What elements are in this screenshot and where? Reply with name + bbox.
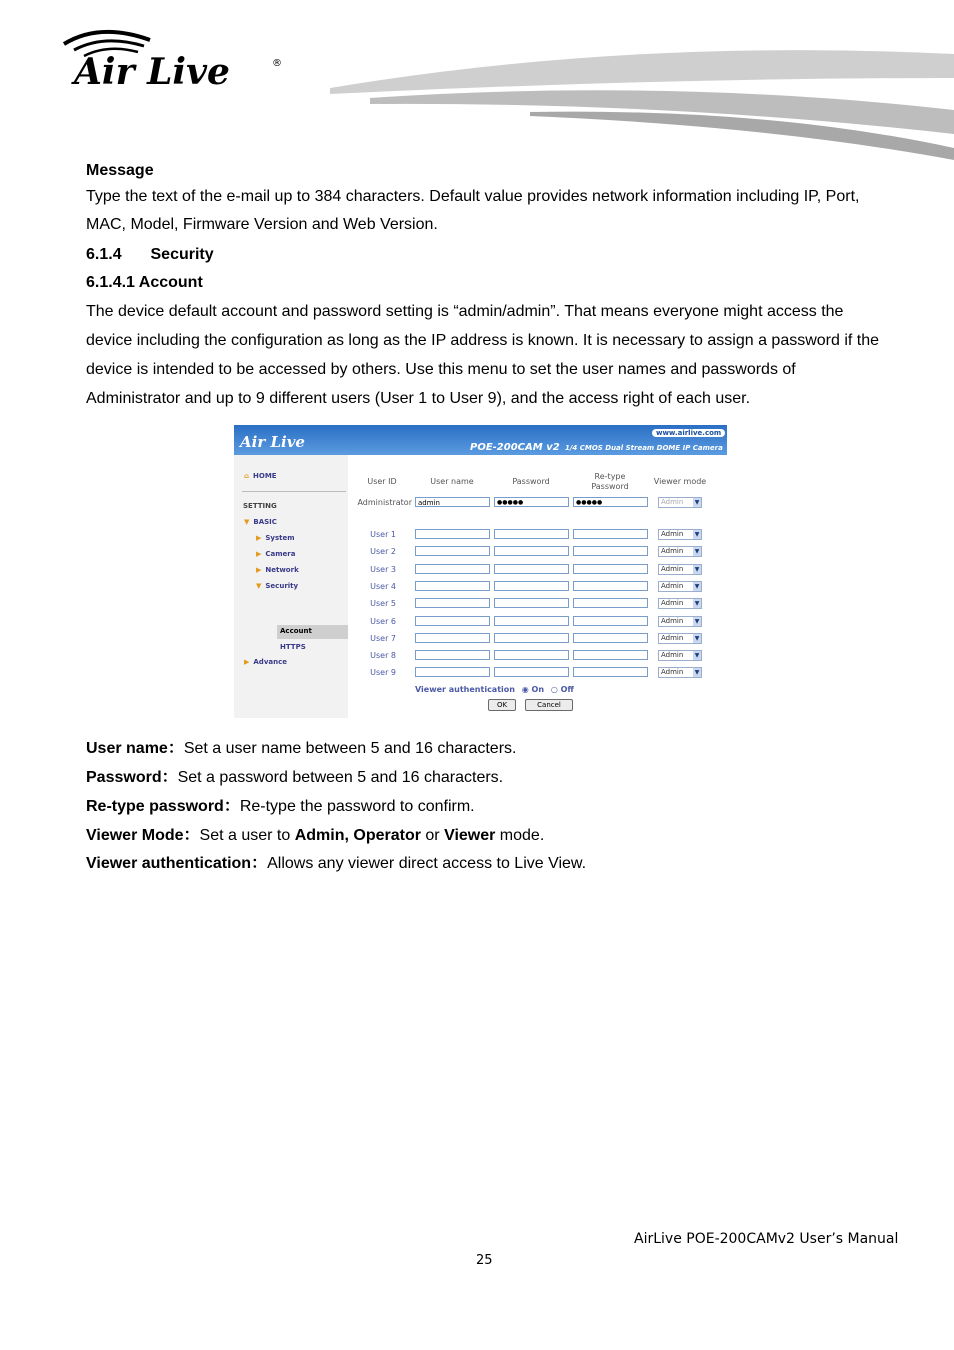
user-viewer-mode-value: Admin <box>661 530 684 538</box>
admin-viewer-mode-select <box>658 497 702 508</box>
def-retype-desc: Re-type the password to confirm. <box>239 798 475 815</box>
message-text-1: Type the text of the e-mail up to 384 characters. Default value provides network information including IP, Port, <box>86 188 860 205</box>
def-viewer-term: Viewer Mode： <box>86 827 200 844</box>
user-name-input[interactable] <box>415 529 490 539</box>
user-label: User 7 <box>370 633 396 643</box>
sidebar-camera-label: Camera <box>265 550 296 558</box>
header-swoosh <box>330 48 954 160</box>
user-label: User 9 <box>370 668 396 678</box>
user-label: User 6 <box>370 616 396 626</box>
chevron-down-icon: ▼ <box>694 600 700 608</box>
paragraph-line-2: device including the configuration as long as the IP address is known. It is necessary to assign a password if the <box>86 332 880 349</box>
user-viewer-mode-value: Admin <box>661 599 684 608</box>
triangle-right-icon: ▶ <box>256 566 262 574</box>
message-heading: Message <box>86 162 154 179</box>
triangle-right-icon: ▶ <box>256 550 262 558</box>
def-viewer-mode <box>86 822 544 845</box>
column-header-user-id: User ID <box>367 477 397 486</box>
user-viewer-mode-value: Admin <box>661 651 684 660</box>
user-viewer-mode-select[interactable] <box>658 546 702 557</box>
def-viewer-desc-b: Admin, Operator <box>294 827 421 844</box>
paragraph-line-4: Administrator and up to 9 different users (User 1 to User 9), and the access right of each user. <box>86 390 751 407</box>
sidebar-item-basic[interactable] <box>244 518 277 526</box>
sidebar-item-account[interactable]: Account <box>280 627 312 635</box>
user-label: User 4 <box>370 581 396 591</box>
column-header-password: Password <box>512 477 550 486</box>
user-label: User 5 <box>370 599 396 609</box>
user-label: User 8 <box>370 651 396 661</box>
sidebar-item-https[interactable]: HTTPS <box>280 643 306 651</box>
user-viewer-mode-value: Admin <box>661 668 684 677</box>
chevron-down-icon: ▼ <box>694 565 700 573</box>
user-viewer-mode-value: Admin <box>661 633 684 642</box>
viewer-auth-on-radio[interactable]: ◉ On <box>521 685 545 694</box>
user-viewer-mode-select[interactable] <box>658 598 702 609</box>
paragraph-line-3: device is intended to be accessed by others. Use this menu to set the user names and passwords of <box>86 361 796 378</box>
user-viewer-mode-value: Admin <box>661 547 684 556</box>
def-password-desc: Set a password between 5 and 16 characters. <box>177 769 504 786</box>
paragraph-line-1: The device default account and password setting is “admin/admin”. That means everyone might access the <box>86 303 844 320</box>
subsection-heading: 6.1.4.1 Account <box>86 274 203 291</box>
user-retype-input[interactable] <box>573 564 648 574</box>
user-name-input[interactable] <box>415 581 490 591</box>
user-label: User 3 <box>370 564 396 574</box>
column-header-retype-2: Password <box>591 482 629 491</box>
user-name-input[interactable] <box>415 546 490 556</box>
admin-username-input[interactable]: admin <box>415 497 490 507</box>
user-viewer-mode-select[interactable] <box>658 581 702 592</box>
svg-text:Air Live: Air Live <box>74 51 230 92</box>
def-auth-desc: Allows any viewer direct access to Live View. <box>267 855 587 872</box>
admin-viewer-mode-value: Admin <box>661 498 684 506</box>
user-viewer-mode-select[interactable] <box>658 650 702 661</box>
def-viewer-desc-e: mode. <box>495 827 545 844</box>
user-name-input[interactable] <box>415 616 490 626</box>
footer-manual-title: AirLive POE-200CAMv2 User’s Manual <box>634 1231 899 1247</box>
def-password <box>86 764 503 787</box>
column-header-retype-1: Re-type <box>594 472 626 481</box>
user-retype-input[interactable] <box>573 633 648 643</box>
admin-password-input[interactable]: ●●●●● <box>494 497 569 507</box>
viewer-auth-off-label: Off <box>560 685 574 694</box>
sidebar-home-label: HOME <box>253 472 277 480</box>
section-title: Security <box>150 246 214 263</box>
cancel-button[interactable]: Cancel <box>525 699 573 711</box>
user-password-input[interactable] <box>494 529 569 539</box>
user-label: User 2 <box>370 547 396 557</box>
user-password-input[interactable] <box>494 598 569 608</box>
viewer-auth-off-radio[interactable]: ○ Off <box>550 685 574 694</box>
chevron-down-icon: ▼ <box>694 669 700 677</box>
sidebar-item-network[interactable] <box>256 566 299 574</box>
chevron-down-icon: ▼ <box>694 634 700 642</box>
chevron-down-icon: ▼ <box>694 499 700 506</box>
user-retype-input[interactable] <box>573 581 648 591</box>
user-viewer-mode-value: Admin <box>661 581 684 590</box>
admin-retype-input[interactable]: ●●●●● <box>573 497 648 507</box>
sidebar-divider <box>242 491 346 492</box>
user-password-input[interactable] <box>494 616 569 626</box>
user-name-input[interactable] <box>415 650 490 660</box>
def-retype <box>86 793 475 816</box>
chevron-down-icon: ▼ <box>694 531 700 538</box>
user-password-input[interactable] <box>494 650 569 660</box>
page-number: 25 <box>476 1253 493 1268</box>
sidebar-advance-label: Advance <box>253 658 287 666</box>
user-retype-input[interactable] <box>573 546 648 556</box>
chevron-down-icon: ▼ <box>694 582 700 590</box>
def-retype-term: Re-type password： <box>86 798 240 815</box>
sidebar-system-label: System <box>265 534 295 542</box>
user-viewer-mode-select[interactable] <box>658 633 702 644</box>
user-password-input[interactable] <box>494 667 569 677</box>
screenshot-url[interactable]: www.airlive.com <box>652 429 725 437</box>
user-retype-input[interactable] <box>573 667 648 677</box>
user-name-input[interactable] <box>415 564 490 574</box>
user-password-input[interactable] <box>494 581 569 591</box>
column-header-user-name: User name <box>430 477 474 486</box>
user-label: User 1 <box>370 530 396 539</box>
triangle-right-icon: ▶ <box>244 658 250 666</box>
section-heading <box>86 246 214 264</box>
viewer-auth-row <box>415 685 574 694</box>
def-username-term: User name： <box>86 740 184 757</box>
triangle-down-icon: ▼ <box>244 518 250 526</box>
user-password-input[interactable] <box>494 633 569 643</box>
user-password-input[interactable] <box>494 546 569 556</box>
def-password-term: Password： <box>86 769 178 786</box>
admin-label: Administrator <box>357 498 412 507</box>
screenshot-logo: Air Live <box>240 433 305 451</box>
chevron-down-icon: ▼ <box>694 617 700 625</box>
user-viewer-mode-select[interactable] <box>658 667 702 678</box>
screenshot-model: POE-200CAM v2 <box>470 442 560 453</box>
triangle-down-icon: ▼ <box>256 582 262 590</box>
screenshot-sidebar <box>234 455 348 718</box>
def-username <box>86 735 516 758</box>
user-name-input[interactable] <box>415 667 490 677</box>
viewer-auth-on-label: On <box>531 685 545 694</box>
screenshot-description: 1/4 CMOS Dual Stream DOME IP Camera <box>565 444 723 452</box>
def-viewer-desc-d: Viewer <box>444 827 496 844</box>
column-header-viewer-mode: Viewer mode <box>653 477 707 486</box>
user-retype-input[interactable] <box>573 650 648 660</box>
chevron-down-icon: ▼ <box>694 548 700 556</box>
sidebar-basic-label: BASIC <box>253 518 277 526</box>
def-auth-term: Viewer authentication： <box>86 855 268 872</box>
def-username-desc: Set a user name between 5 and 16 characters. <box>183 740 517 757</box>
user-name-input[interactable] <box>415 633 490 643</box>
user-name-input[interactable] <box>415 598 490 608</box>
def-viewer-auth <box>86 850 586 873</box>
user-retype-input[interactable] <box>573 616 648 626</box>
user-viewer-mode-value: Admin <box>661 616 684 625</box>
def-viewer-desc-c: or <box>420 827 445 844</box>
sidebar-item-system[interactable] <box>256 534 295 542</box>
sidebar-item-camera[interactable] <box>256 550 295 558</box>
sidebar-setting-label: SETTING <box>243 502 277 510</box>
chevron-down-icon: ▼ <box>694 652 700 660</box>
user-password-input[interactable] <box>494 564 569 574</box>
account-page-screenshot <box>234 425 727 718</box>
screenshot-header <box>234 425 727 455</box>
user-retype-input[interactable] <box>573 529 648 539</box>
triangle-right-icon: ▶ <box>256 534 262 542</box>
message-text-2: MAC, Model, Firmware Version and Web Version. <box>86 216 438 233</box>
def-viewer-desc-a: Set a user to <box>199 827 295 844</box>
user-viewer-mode-select[interactable] <box>658 616 702 627</box>
sidebar-item-home[interactable] <box>244 472 277 480</box>
ok-button[interactable]: OK <box>488 699 516 711</box>
home-icon: ⌂ <box>244 472 250 480</box>
viewer-auth-label: Viewer authentication <box>415 685 515 694</box>
user-viewer-mode-value: Admin <box>661 564 684 573</box>
sidebar-item-advance[interactable] <box>244 658 287 666</box>
sidebar-security-label: Security <box>265 582 299 590</box>
svg-text:®: ® <box>272 58 282 69</box>
user-retype-input[interactable] <box>573 598 648 608</box>
section-number: 6.1.4 <box>86 246 122 263</box>
user-viewer-mode-select[interactable] <box>658 529 702 540</box>
user-viewer-mode-select[interactable] <box>658 564 702 575</box>
airlive-logo <box>60 26 290 92</box>
sidebar-item-security[interactable] <box>256 582 298 590</box>
sidebar-network-label: Network <box>265 566 299 574</box>
